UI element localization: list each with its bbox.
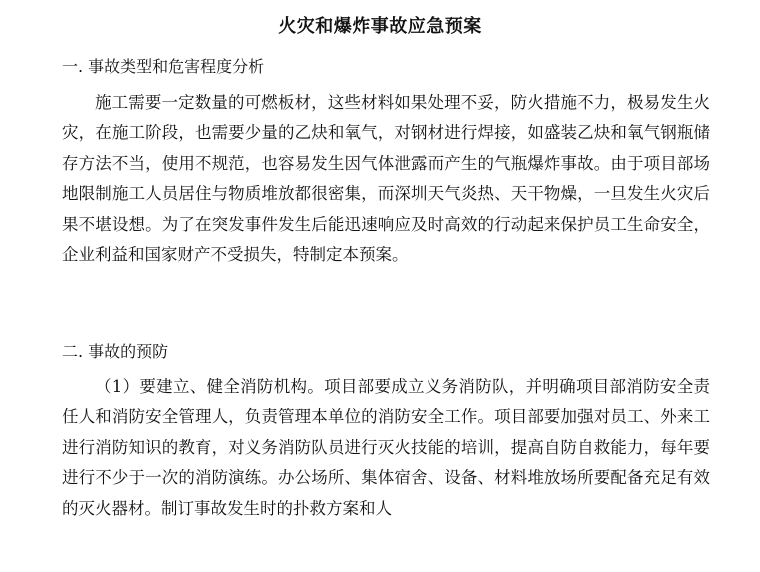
paragraph-hazard-analysis: 施工需要一定数量的可燃板材，这些材料如果处理不妥，防火措施不力，极易发生火灾，在施工阶段，也需要少量的乙炔和氧气，对钢材进行焊接，如盛装乙炔和氧气钢瓶储存方法不当，使用不规范，也容易发生因气体泄露而产生的气瓶爆炸事故。由于项目部场地限制施工人员居住与物质堆放都很密集，而深圳天气炎热、天干物燥，一旦发生火灾后果不堪设想。为了在突发事件发生后能迅速响应及时高效的行动起来保护员工生命安全，企业利益和国家财产不受损失，特制定本预案。 <box>62 93 710 265</box>
paragraph-prevention: （1）要建立、健全消防机构。项目部要成立义务消防队，并明确项目部消防安全责任人和消防安全管理人，负责管理本单位的消防安全工作。项目部要加强对员工、外来工进行消防知识的教育，对义务消防队员进行灭火技能的培训，提高自防自救能力，每年要进行不少于一次的消防演练。办公场所、集体宿舍、设备、材料堆放场所要配备充足有效的灭火器材。制订事故发生时的扑救方案和人 <box>62 377 710 518</box>
section-heading-prevention: 二. 事故的预防 <box>62 342 169 361</box>
document-title: 火灾和爆炸事故应急预案 <box>278 16 482 37</box>
section-heading-hazard-analysis: 一. 事故类型和危害程度分析 <box>62 57 265 76</box>
